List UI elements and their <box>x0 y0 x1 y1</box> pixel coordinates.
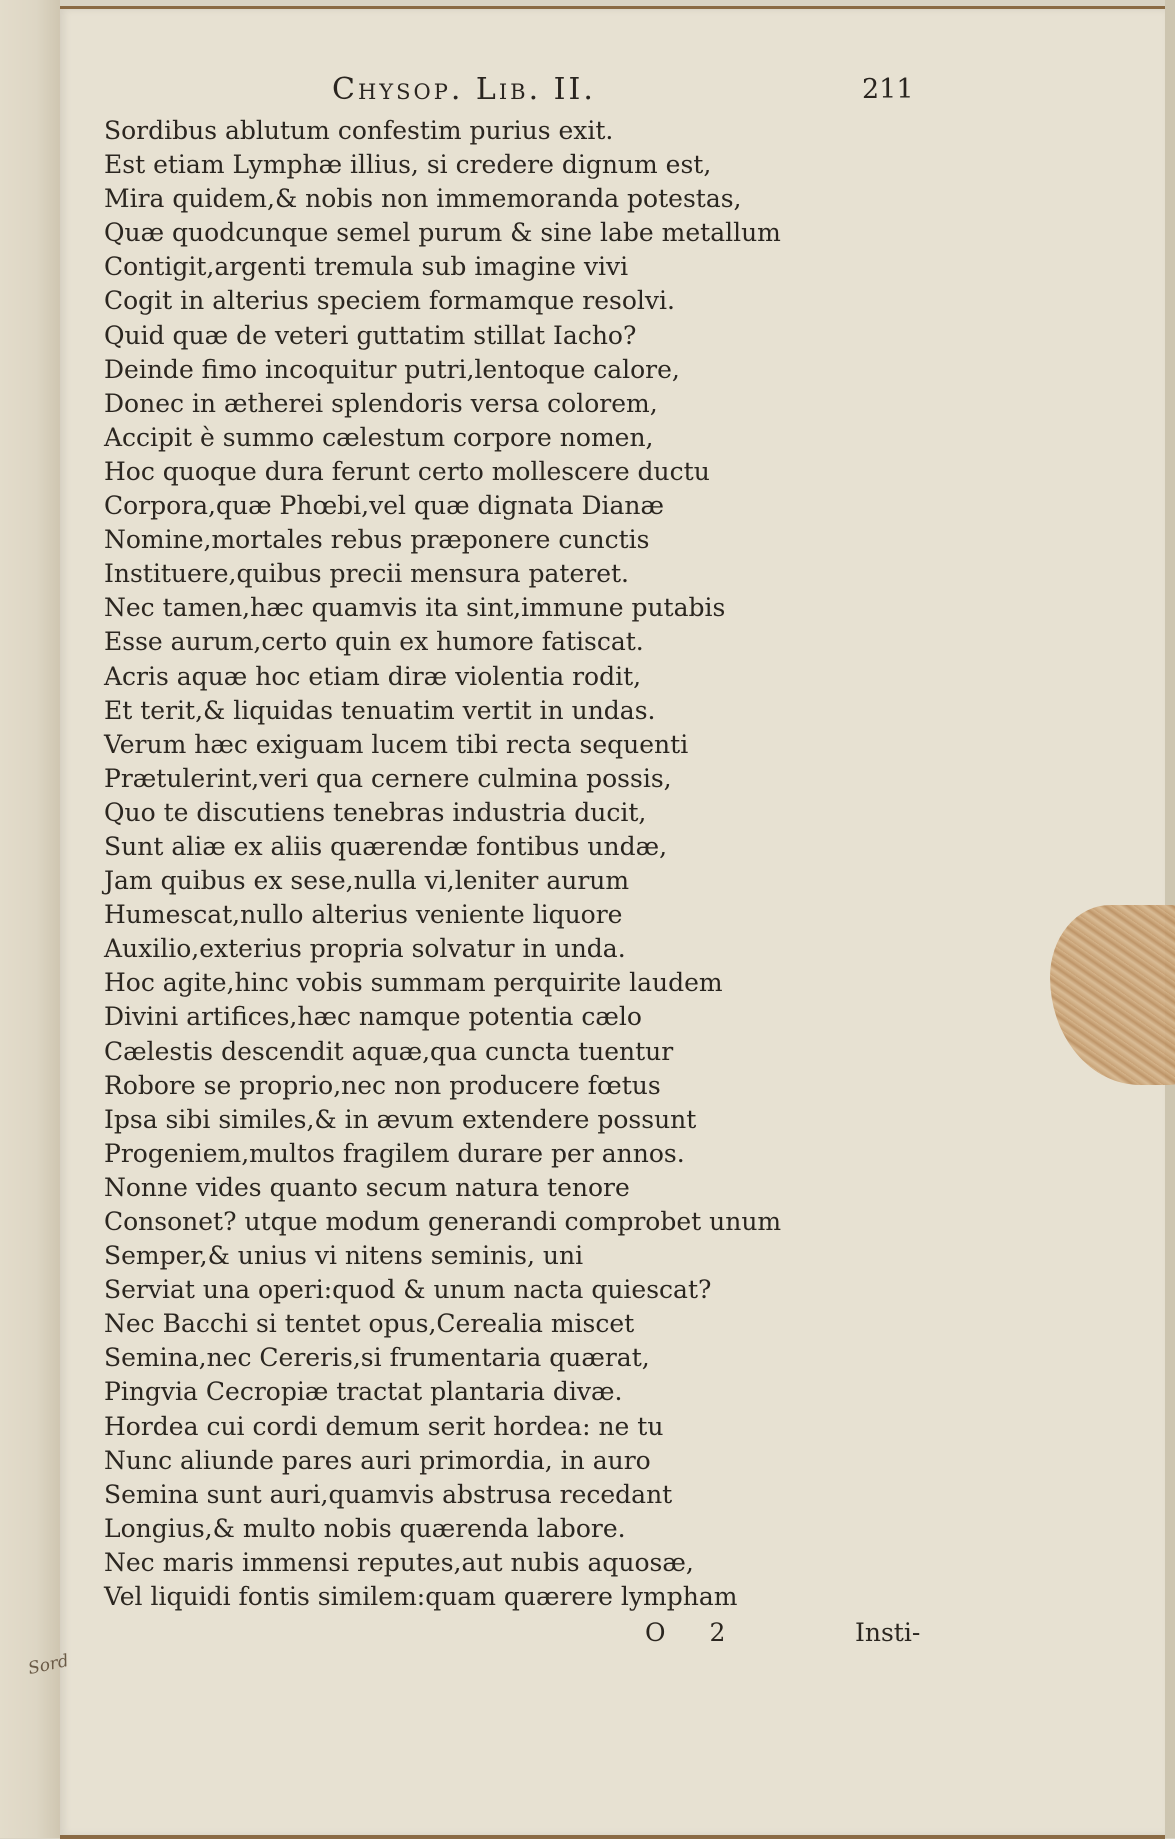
verse-line: Sunt aliæ ex aliis quærendæ fontibus undæ, <box>104 831 668 861</box>
margin-note: Sord <box>26 1650 71 1680</box>
verse-line: Prætulerint,veri qua cernere culmina possis, <box>104 763 672 793</box>
verse-line: Jam quibus ex sese,nulla vi,leniter aurum <box>104 866 630 896</box>
verse-line: Longius,& multo nobis quærenda labore. <box>104 1513 626 1543</box>
verse-line: Cogit in alterius speciem formamque resolvi. <box>104 286 675 316</box>
verse-line: Sordibus ablutum confestim purius exit. <box>104 116 614 145</box>
verse-line: Nec Bacchi si tentet opus,Cerealia miscet <box>104 1309 635 1339</box>
verse-line: Cælestis descendit aquæ,qua cuncta tuentur <box>104 1036 674 1066</box>
verse-line: Humescat,nullo alterius veniente liquore <box>104 900 623 930</box>
verse-line: Hoc quoque dura ferunt certo mollescere ductu <box>104 456 710 486</box>
verse-line: Instituere,quibus precii mensura pateret. <box>104 559 629 589</box>
verse-line: Quæ quodcunque semel purum & sine labe metallum <box>104 218 781 248</box>
page-number: 211 <box>862 74 914 105</box>
signature-mark: O 2 <box>645 1618 744 1647</box>
verse-line: Divini artifices,hæc namque potentia cælo <box>104 1002 642 1032</box>
verse-line: Vel liquidi fontis similem:quam quærere lympham <box>104 1582 738 1612</box>
verse-line: Pingvia Cecropiæ tractat plantaria divæ. <box>104 1377 623 1407</box>
verse-line: Quid quæ de veteri guttatim stillat Iacho? <box>104 320 637 350</box>
verse-line: Consonet? utque modum generandi comprobet unum <box>104 1207 782 1236</box>
verse-line: Semina,nec Cereris,si frumentaria quærat, <box>104 1343 650 1373</box>
verse-line: Verum hæc exiguam lucem tibi recta sequenti <box>104 729 689 759</box>
verse-body <box>104 114 804 1614</box>
verse-line: Et terit,& liquidas tenuatim vertit in undas. <box>104 695 656 725</box>
verse-line: Semina sunt auri,quamvis abstrusa recedant <box>104 1479 673 1509</box>
verse-line: Serviat una operi:quod & unum nacta quiescat? <box>104 1275 712 1305</box>
verse-line: Accipit è summo cælestum corpore nomen, <box>104 422 654 452</box>
verse-line: Auxilio,exterius propria solvatur in unda. <box>104 934 626 964</box>
verse-line: Ipsa sibi similes,& in ævum extendere possunt <box>104 1104 697 1134</box>
catchword: Insti- <box>855 1618 921 1647</box>
verse-line: Nomine,mortales rebus præponere cunctis <box>104 525 650 555</box>
verse-line: Contigit,argenti tremula sub imagine vivi <box>104 252 629 282</box>
verse-line: Esse aurum,certo quin ex humore fatiscat. <box>104 627 644 657</box>
verse-line: Hoc agite,hinc vobis summam perquirite laudem <box>104 968 723 998</box>
book-spine-shadow <box>0 0 60 1838</box>
verse-line: Donec in ætherei splendoris versa colorem, <box>104 388 658 418</box>
verse-line: Mira quidem,& nobis non immemoranda potestas, <box>104 184 742 214</box>
verse-line: Nunc aliunde pares auri primordia, in auro <box>104 1445 651 1475</box>
verse-line: Est etiam Lymphæ illius, si credere dignum est, <box>104 150 712 180</box>
verse-line: Nonne vides quanto secum natura tenore <box>104 1172 630 1202</box>
verse-line: Quo te discutiens tenebras industria ducit, <box>104 797 647 827</box>
page-header <box>0 72 1175 112</box>
verse-line: Deinde fimo incoquitur putri,lentoque calore, <box>104 354 680 384</box>
verse-line: Progeniem,multos fragilem durare per annos. <box>104 1138 685 1168</box>
running-title: Chysop. Lib. II. <box>332 72 596 107</box>
verse-line: Nec tamen,hæc quamvis ita sint,immune putabis <box>104 593 726 623</box>
verse-line: Robore se proprio,nec non producere fœtus <box>104 1070 661 1100</box>
verse-line: Nec maris immensi reputes,aut nubis aquosæ, <box>104 1547 694 1577</box>
verse-line: Acris aquæ hoc etiam diræ violentia rodit, <box>104 661 642 691</box>
verse-line: Hordea cui cordi demum serit hordea: ne tu <box>104 1411 664 1441</box>
verse-line: Corpora,quæ Phœbi,vel quæ dignata Dianæ <box>104 491 664 521</box>
verse-line: Semper,& unius vi nitens seminis, uni <box>104 1241 584 1271</box>
